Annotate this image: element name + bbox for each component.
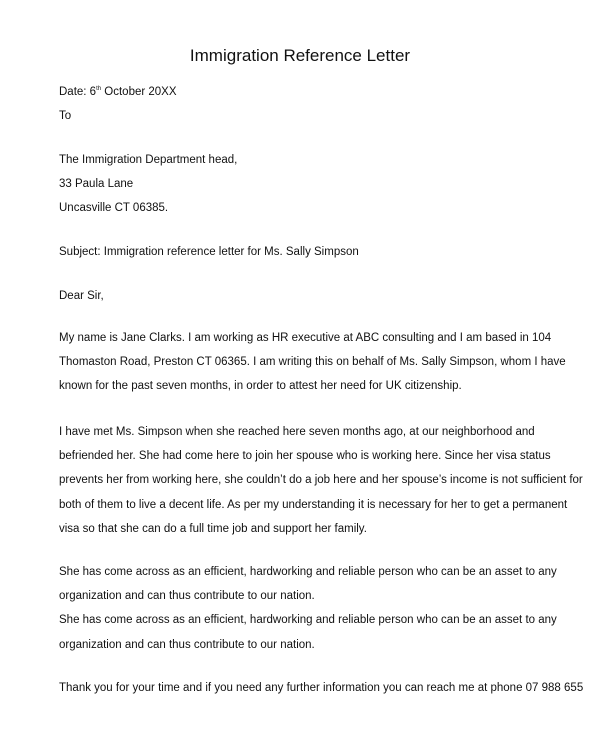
paragraph-line: organization and can thus contribute to our nation. (59, 638, 315, 651)
paragraph-character (59, 560, 557, 657)
paragraph-background (59, 420, 583, 541)
recipient-name: The Immigration Department head, (59, 154, 238, 166)
letter-salutation: Dear Sir, (59, 290, 104, 302)
letter-subject: Subject: Immigration reference letter for Ms. Sally Simpson (59, 246, 359, 258)
paragraph-line: both of them to live a decent life. As per my understanding it is necessary for her to get a permanent (59, 498, 568, 511)
paragraph-line: Thomaston Road, Preston CT 06365. I am writing this on behalf of Ms. Sally Simpson, whom I have (59, 356, 566, 369)
paragraph-line: She has come across as an efficient, hardworking and reliable person who can be an asset to any (59, 614, 557, 627)
letter-title: Immigration Reference Letter (189, 46, 411, 65)
paragraph-introduction (59, 326, 566, 399)
paragraph-line: My name is Jane Clarks. I am working as HR executive at ABC consulting and I am based in 104 (59, 332, 552, 344)
paragraph-line: I have met Ms. Simpson when she reached here seven months ago, at our neighborhood and (59, 426, 535, 438)
paragraph-line: Thank you for your time and if you need any further information you can reach me at phone 07 988 655 (59, 682, 584, 694)
paragraph-line: befriended her. She had come here to join her spouse who is working here. Since her visa status (59, 450, 551, 463)
paragraph-line: visa so that she can do a full time job and support her family. (59, 522, 367, 535)
letter-date (59, 84, 177, 100)
date-ordinal: th (96, 86, 102, 92)
to-label: To (59, 110, 72, 122)
date-prefix: Date: 6 (59, 86, 97, 98)
paragraph-line: known for the past seven months, in order to attest her need for UK citizenship. (59, 380, 462, 393)
paragraph-closing (59, 676, 584, 700)
recipient-street: 33 Paula Lane (59, 178, 134, 190)
paragraph-line: prevents her from working here, she couldn’t do a job here and her spouse’s income is not sufficient for (59, 474, 583, 487)
date-suffix: October 20XX (101, 86, 177, 98)
paragraph-line: She has come across as an efficient, hardworking and reliable person who can be an asset to any (59, 566, 557, 578)
recipient-city: Uncasville CT 06385. (59, 202, 169, 214)
paragraph-line: organization and can thus contribute to our nation. (59, 590, 315, 603)
